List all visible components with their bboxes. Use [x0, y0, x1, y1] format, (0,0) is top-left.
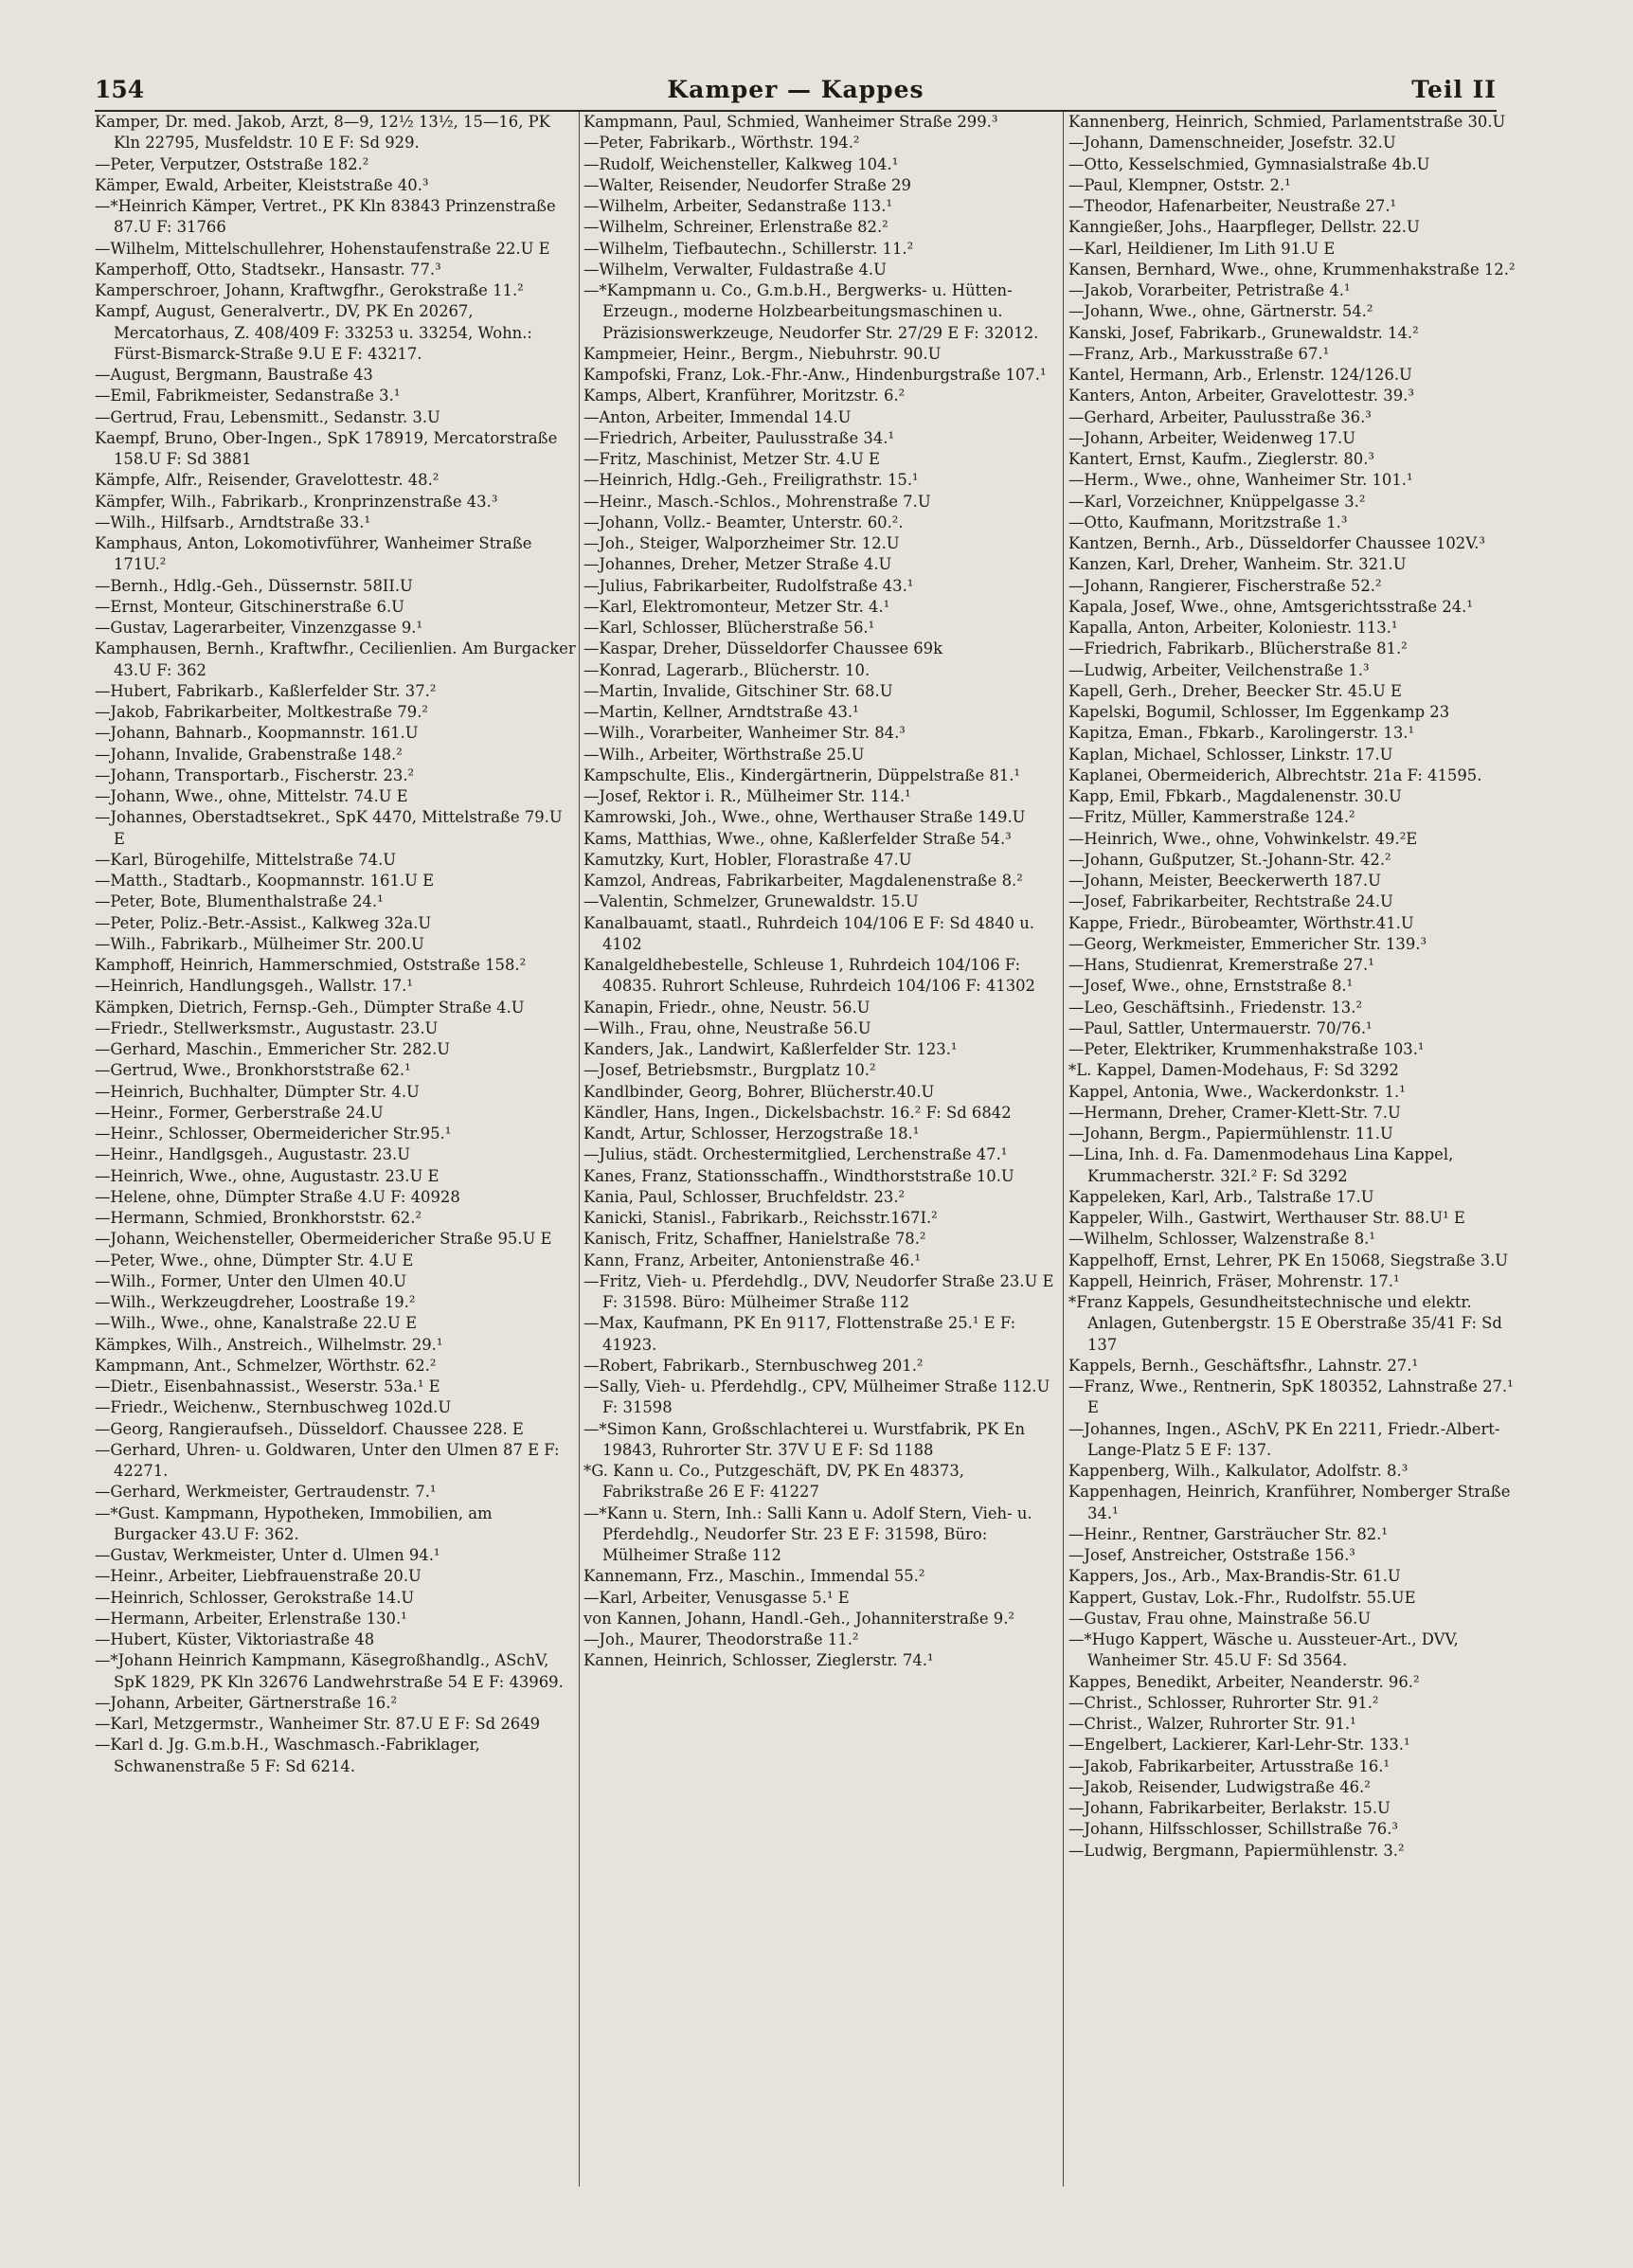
- directory-entry: —Jakob, Fabrikarbeiter, Artusstraße 16.¹: [1068, 1756, 1391, 1775]
- directory-entry: Kanicki, Stanisl., Fabrikarb., Reichsstr.167I.²: [583, 1209, 938, 1227]
- directory-entry: Kämper, Ewald, Arbeiter, Kleiststraße 40.³: [95, 175, 429, 194]
- directory-entry: Kappes, Benedikt, Arbeiter, Neanderstr. 96.²: [1068, 1672, 1420, 1691]
- directory-entry: —Paul, Sattler, Untermauerstr. 70/76.¹: [1068, 1018, 1373, 1037]
- directory-entry: Kams, Matthias, Wwe., ohne, Kaßlerfelder Straße 54.³: [583, 829, 1012, 848]
- directory-entry: Kappell, Heinrich, Fräser, Mohrenstr. 17.¹: [1068, 1271, 1400, 1290]
- directory-entry: —Dietr., Eisenbahnassist., Weserstr. 53a.¹ E: [95, 1377, 440, 1395]
- directory-entry: Kanzen, Karl, Dreher, Wanheim. Str. 321.U: [1068, 555, 1407, 574]
- directory-entry: Kaempf, Bruno, Ober-Ingen., SpK 178919, Mercatorstraße 158.U F: Sd 3881: [95, 428, 558, 468]
- directory-entry: Kamrowski, Joh., Wwe., ohne, Werthauser Straße 149.U: [583, 808, 1026, 827]
- directory-entry: —Wilh., Fabrikarb., Mülheimer Str. 200.U: [95, 934, 424, 953]
- directory-entry: Kanalgeldhebestelle, Schleuse 1, Ruhrdeich 104/106 F: 40835. Ruhrort Schleuse, Ruhrdeich 104/106 F: 41302: [583, 956, 1035, 996]
- directory-entry: Kannen, Heinrich, Schlosser, Zieglerstr. 74.¹: [583, 1651, 934, 1670]
- directory-entry: —Martin, Kellner, Arndtstraße 43.¹: [583, 703, 859, 721]
- directory-entry: —August, Bergmann, Baustraße 43: [95, 366, 373, 384]
- directory-entry: —Ernst, Monteur, Gitschinerstraße 6.U: [95, 597, 404, 616]
- directory-entry: —Helene, ohne, Dümpter Straße 4.U F: 40928: [95, 1187, 460, 1206]
- column-middle: [583, 112, 1057, 2187]
- directory-entry: Kändler, Hans, Ingen., Dickelsbachstr. 16.² F: Sd 6842: [583, 1103, 1012, 1122]
- directory-entry: —Wilh., Frau, ohne, Neustraße 56.U: [583, 1018, 871, 1037]
- directory-entry: Kappelhoff, Ernst, Lehrer, PK En 15068, Siegstraße 3.U: [1068, 1251, 1509, 1269]
- directory-entry: —Wilhelm, Arbeiter, Sedanstraße 113.¹: [583, 197, 893, 215]
- directory-entry: Kämpkes, Wilh., Anstreich., Wilhelmstr. 29.¹: [95, 1335, 443, 1354]
- directory-entry: —Herm., Wwe., ohne, Wanheimer Str. 101.¹: [1068, 471, 1413, 490]
- directory-entry: Kandlbinder, Georg, Bohrer, Blücherstr.40.U: [583, 1082, 935, 1101]
- directory-entry: —Karl d. Jg. G.m.b.H., Waschmasch.-Fabriklager, Schwanenstraße 5 F: Sd 6214.: [95, 1736, 480, 1775]
- directory-entry: —Wilhelm, Tiefbautechn., Schillerstr. 11.²: [583, 239, 914, 258]
- directory-entry: Kaplan, Michael, Schlosser, Linkstr. 17.U: [1068, 745, 1393, 764]
- directory-entry: —Robert, Fabrikarb., Sternbuschweg 201.²: [583, 1356, 924, 1375]
- running-title: Kamper — Kappes: [667, 76, 924, 103]
- directory-entry: —Josef, Wwe., ohne, Ernststraße 8.¹: [1068, 977, 1354, 996]
- directory-entry: —Gustav, Werkmeister, Unter d. Ulmen 94.¹: [95, 1546, 440, 1564]
- directory-entry: —Gertrud, Frau, Lebensmitt., Sedanstr. 3.U: [95, 407, 440, 426]
- directory-entry: —Johann, Transportarb., Fischerstr. 23.²: [95, 765, 415, 784]
- directory-entry: *G. Kann u. Co., Putzgeschäft, DV, PK En 48373, Fabrikstraße 26 E F: 41227: [583, 1462, 964, 1502]
- directory-entry: —Gerhard, Maschin., Emmericher Str. 282.U: [95, 1040, 451, 1058]
- directory-entry: von Kannen, Johann, Handl.-Geh., Johanniterstraße 9.²: [583, 1609, 1015, 1628]
- directory-entry: Kanders, Jak., Landwirt, Kaßlerfelder Str. 123.¹: [583, 1040, 958, 1058]
- directory-entry: —Julius, Fabrikarbeiter, Rudolfstraße 43.¹: [583, 576, 914, 595]
- directory-entry: —Karl, Vorzeichner, Knüppelgasse 3.²: [1068, 492, 1366, 511]
- directory-entry: —Heinr., Schlosser, Obermeidericher Str.95.¹: [95, 1125, 452, 1143]
- directory-entry: Kapala, Josef, Wwe., ohne, Amtsgerichtsstraße 24.¹: [1068, 597, 1473, 616]
- directory-entry: —Wilh., Hilfsarb., Arndtstraße 33.¹: [95, 513, 371, 531]
- directory-entry: —Johann, Fabrikarbeiter, Berlakstr. 15.U: [1068, 1799, 1391, 1817]
- directory-entry: —Franz, Arb., Markusstraße 67.¹: [1068, 344, 1330, 363]
- directory-entry: Kantzen, Bernh., Arb., Düsseldorfer Chaussee 102V.³: [1068, 534, 1485, 552]
- directory-entry: Kanalbauamt, staatl., Ruhrdeich 104/106 E F: Sd 4840 u. 4102: [583, 913, 1035, 953]
- directory-entry: —Josef, Anstreicher, Oststraße 156.³: [1068, 1546, 1355, 1564]
- directory-entry: —Johann, Wwe., ohne, Mittelstr. 74.U E: [95, 787, 408, 805]
- directory-entry: —Fritz, Vieh- u. Pferdehdlg., DVV, Neudorfer Straße 23.U E F: 31598. Büro: Mülheimer Straße 112: [583, 1271, 1054, 1311]
- directory-entry: —Walter, Reisender, Neudorfer Straße 29: [583, 175, 911, 194]
- directory-entry: Kantel, Hermann, Arb., Erlenstr. 124/126.U: [1068, 366, 1412, 384]
- directory-entry: —*Kann u. Stern, Inh.: Salli Kann u. Adolf Stern, Vieh- u. Pferdehdlg., Neudorfer Str. 23 E F: 31598, Büro: Mülheimer Straße 112: [583, 1503, 1032, 1564]
- directory-entry: Kappers, Jos., Arb., Max-Brandis-Str. 61.U: [1068, 1567, 1401, 1586]
- directory-entry: Kappel, Antonia, Wwe., Wackerdonkstr. 1.¹: [1068, 1082, 1406, 1101]
- directory-entry: Kamper, Dr. med. Jakob, Arzt, 8—9, 12½ 13½, 15—16, PK Kln 22795, Musfeldstr. 10 E F: Sd 929.: [95, 113, 550, 153]
- directory-entry: *Franz Kappels, Gesundheitstechnische und elektr. Anlagen, Gutenbergstr. 15 E Oberstraße 35/41 F: Sd 137: [1068, 1293, 1502, 1354]
- directory-entry: —Heinrich, Buchhalter, Dümpter Str. 4.U: [95, 1082, 420, 1101]
- directory-entry: —Gertrud, Wwe., Bronkhorststraße 62.¹: [95, 1061, 411, 1080]
- directory-entry: —Heinr., Masch.-Schlos., Mohrenstraße 7.U: [583, 492, 931, 511]
- directory-entry: —Christ., Schlosser, Ruhrorter Str. 91.²: [1068, 1693, 1379, 1712]
- directory-entry: —Johannes, Ingen., ASchV, PK En 2211, Friedr.-Albert-Lange-Platz 5 E F: 137.: [1068, 1419, 1500, 1459]
- directory-entry: —Fritz, Müller, Kammerstraße 124.²: [1068, 808, 1355, 827]
- directory-entry: —Georg, Rangieraufseh., Düsseldorf. Chaussee 228. E: [95, 1419, 524, 1438]
- directory-entry: —Bernh., Hdlg.-Geh., Düssernstr. 58II.U: [95, 576, 413, 595]
- directory-entry: Kantert, Ernst, Kaufm., Zieglerstr. 80.³: [1068, 450, 1374, 468]
- directory-entry: —*Gust. Kampmann, Hypotheken, Immobilien, am Burgacker 43.U F: 362.: [95, 1503, 493, 1543]
- page-number: 154: [95, 76, 145, 103]
- directory-entry: Kanes, Franz, Stationsschaffn., Windthorststraße 10.U: [583, 1166, 1014, 1185]
- directory-entry: —Wilhelm, Schlosser, Walzenstraße 8.¹: [1068, 1230, 1375, 1249]
- directory-entry: —Heinr., Former, Gerberstraße 24.U: [95, 1103, 384, 1122]
- directory-entry: Kamphausen, Bernh., Kraftwfhr., Cecilienlien. Am Burgacker 43.U F: 362: [95, 639, 576, 679]
- directory-entry: *L. Kappel, Damen-Modehaus, F: Sd 3292: [1068, 1061, 1399, 1080]
- directory-entry: Kapell, Gerh., Dreher, Beecker Str. 45.U E: [1068, 681, 1402, 700]
- directory-entry: —Wilh., Vorarbeiter, Wanheimer Str. 84.³: [583, 724, 906, 743]
- directory-entry: Kamperhoff, Otto, Stadtsekr., Hansastr. 77.³: [95, 260, 441, 279]
- directory-entry: —Hermann, Dreher, Cramer-Klett-Str. 7.U: [1068, 1103, 1401, 1122]
- directory-entry: —Christ., Walzer, Ruhrorter Str. 91.¹: [1068, 1715, 1356, 1733]
- directory-entry: —Peter, Fabrikarb., Wörthstr. 194.²: [583, 134, 860, 153]
- directory-entry: Kannenberg, Heinrich, Schmied, Parlamentstraße 30.U: [1068, 113, 1506, 131]
- directory-entry: —Johann, Vollz.- Beamter, Unterstr. 60.².: [583, 513, 904, 531]
- directory-entry: —*Johann Heinrich Kampmann, Käsegroßhandlg., ASchV, SpK 1829, PK Kln 32676 Landwehrstraße 54 E F: 43969.: [95, 1651, 564, 1691]
- directory-entry: —Joh., Steiger, Walporzheimer Str. 12.U: [583, 534, 900, 552]
- directory-entry: Kappeleken, Karl, Arb., Talstraße 17.U: [1068, 1187, 1374, 1206]
- directory-entry: —Lina, Inh. d. Fa. Damenmodehaus Lina Kappel, Krummacherstr. 32I.² F: Sd 3292: [1068, 1145, 1454, 1185]
- directory-entry: —Heinrich, Schlosser, Gerokstraße 14.U: [95, 1588, 415, 1607]
- directory-entry: —Jakob, Fabrikarbeiter, Moltkestraße 79.²: [95, 703, 428, 721]
- directory-entry: Kämpken, Dietrich, Fernsp.-Geh., Dümpter Straße 4.U: [95, 998, 525, 1017]
- directory-entry: Kampofski, Franz, Lok.-Fhr.-Anw., Hindenburgstraße 107.¹: [583, 366, 1047, 384]
- directory-entry: —Friedrich, Fabrikarb., Blücherstraße 81.²: [1068, 639, 1408, 658]
- directory-entry: —Johann, Arbeiter, Weidenweg 17.U: [1068, 428, 1356, 447]
- directory-entry: —Engelbert, Lackierer, Karl-Lehr-Str. 133.¹: [1068, 1736, 1410, 1755]
- directory-entry: —Rudolf, Weichensteller, Kalkweg 104.¹: [583, 154, 899, 173]
- directory-entry: —Kaspar, Dreher, Düsseldorfer Chaussee 69k: [583, 639, 943, 658]
- directory-entry: —Joh., Maurer, Theodorstraße 11.²: [583, 1630, 859, 1648]
- directory-entry: —Josef, Rektor i. R., Mülheimer Str. 114.¹: [583, 787, 911, 805]
- directory-entry: —Otto, Kaufmann, Moritzstraße 1.³: [1068, 513, 1348, 531]
- column-divider: [1063, 112, 1064, 2187]
- directory-entry: —Wilhelm, Schreiner, Erlenstraße 82.²: [583, 218, 888, 237]
- column-right: [1068, 112, 1519, 2187]
- directory-entry: —Johann, Bergm., Papiermühlenstr. 11.U: [1068, 1125, 1393, 1143]
- directory-entry: Kamps, Albert, Kranführer, Moritzstr. 6.²: [583, 387, 906, 405]
- directory-entry: —Friedr., Weichenw., Sternbuschweg 102d.U: [95, 1398, 452, 1417]
- directory-entry: —Konrad, Lagerarb., Blücherstr. 10.: [583, 660, 870, 679]
- directory-entry: —Johann, Damenschneider, Josefstr. 32.U: [1068, 134, 1396, 153]
- directory-entry: —Theodor, Hafenarbeiter, Neustraße 27.¹: [1068, 197, 1397, 215]
- directory-entry: —Hermann, Arbeiter, Erlenstraße 130.¹: [95, 1609, 407, 1628]
- directory-entry: —Max, Kaufmann, PK En 9117, Flottenstraße 25.¹ E F: 41923.: [583, 1314, 1016, 1354]
- directory-entry: Kappels, Bernh., Geschäftsfhr., Lahnstr. 27.¹: [1068, 1356, 1419, 1375]
- directory-entry: —Heinr., Arbeiter, Liebfrauenstraße 20.U: [95, 1567, 422, 1586]
- directory-entry: —Paul, Klempner, Oststr. 2.¹: [1068, 175, 1291, 194]
- directory-entry: —Matth., Stadtarb., Koopmannstr. 161.U E: [95, 872, 435, 890]
- directory-entry: —Gustav, Frau ohne, Mainstraße 56.U: [1068, 1609, 1372, 1628]
- directory-entry: —Johann, Arbeiter, Gärtnerstraße 16.²: [95, 1693, 398, 1712]
- directory-entry: Kappenhagen, Heinrich, Kranführer, Nomberger Straße 34.¹: [1068, 1483, 1511, 1522]
- directory-entry: Kania, Paul, Schlosser, Bruchfeldstr. 23.²: [583, 1187, 906, 1206]
- directory-entry: —Emil, Fabrikmeister, Sedanstraße 3.¹: [95, 387, 401, 405]
- directory-entry: Kanski, Josef, Fabrikarb., Grunewaldstr. 14.²: [1068, 323, 1419, 342]
- directory-entry: —Peter, Bote, Blumenthalstraße 24.¹: [95, 892, 384, 911]
- directory-entry: Kapelski, Bogumil, Schlosser, Im Eggenkamp 23: [1068, 703, 1450, 721]
- directory-entry: Kämpfe, Alfr., Reisender, Gravelottestr. 48.²: [95, 471, 440, 490]
- directory-entry: —Hubert, Fabrikarb., Kaßlerfelder Str. 37.²: [95, 681, 437, 700]
- directory-entry: Kappert, Gustav, Lok.-Fhr., Rudolfstr. 55.UE: [1068, 1588, 1416, 1607]
- directory-entry: Kämpfer, Wilh., Fabrikarb., Kronprinzenstraße 43.³: [95, 492, 498, 511]
- page-header: [95, 76, 1497, 108]
- directory-entry: —Karl, Elektromonteur, Metzer Str. 4.¹: [583, 597, 890, 616]
- directory-entry: Kaplanei, Obermeiderich, Albrechtstr. 21a F: 41595.: [1068, 765, 1482, 784]
- directory-entry: Kanisch, Fritz, Schaffner, Hanielstraße 78.²: [583, 1230, 926, 1249]
- directory-entry: —Hermann, Schmied, Bronkhorststr. 62.²: [95, 1209, 422, 1227]
- directory-entry: —Heinrich, Wwe., ohne, Augustastr. 23.U E: [95, 1166, 440, 1185]
- directory-entry: Kansen, Bernhard, Wwe., ohne, Krummenhakstraße 12.²: [1068, 260, 1516, 279]
- directory-entry: —Johann, Wwe., ohne, Gärtnerstr. 54.²: [1068, 302, 1373, 321]
- directory-entry: —Hubert, Küster, Viktoriastraße 48: [95, 1630, 375, 1648]
- directory-entry: Kamphoff, Heinrich, Hammerschmied, Oststraße 158.²: [95, 956, 527, 974]
- directory-entry: —Johann, Invalide, Grabenstraße 148.²: [95, 745, 403, 764]
- directory-entry: —Anton, Arbeiter, Immendal 14.U: [583, 407, 852, 426]
- column-divider: [579, 112, 580, 2187]
- directory-entry: —Fritz, Maschinist, Metzer Str. 4.U E: [583, 450, 880, 468]
- directory-entry: —Johann, Weichensteller, Obermeidericher Straße 95.U E: [95, 1230, 552, 1249]
- directory-entry: —Johann, Meister, Beeckerwerth 187.U: [1068, 872, 1381, 890]
- directory-entry: —Friedrich, Arbeiter, Paulusstraße 34.¹: [583, 428, 895, 447]
- directory-entry: —Jakob, Reisender, Ludwigstraße 46.²: [1068, 1777, 1371, 1796]
- directory-entry: Kampschulte, Elis., Kindergärtnerin, Düppelstraße 81.¹: [583, 765, 1020, 784]
- directory-entry: —Heinr., Rentner, Garsträucher Str. 82.¹: [1068, 1524, 1388, 1543]
- directory-entry: Kamzol, Andreas, Fabrikarbeiter, Magdalenenstraße 8.²: [583, 872, 1023, 890]
- directory-entry: —Gerhard, Werkmeister, Gertraudenstr. 7.¹: [95, 1483, 437, 1502]
- directory-entry: Kampmeier, Heinr., Bergm., Niebuhrstr. 90.U: [583, 344, 942, 363]
- directory-entry: —Karl, Heildiener, Im Lith 91.U E: [1068, 239, 1336, 258]
- directory-entry: —Peter, Wwe., ohne, Dümpter Str. 4.U E: [95, 1251, 414, 1269]
- directory-entry: —Sally, Vieh- u. Pferdehdlg., CPV, Mülheimer Straße 112.U F: 31598: [583, 1377, 1050, 1417]
- directory-entry: Kannemann, Frz., Maschin., Immendal 55.²: [583, 1567, 925, 1586]
- directory-entry: —Johann, Bahnarb., Koopmannstr. 161.U: [95, 724, 419, 743]
- directory-entry: —Wilh., Former, Unter den Ulmen 40.U: [95, 1271, 407, 1290]
- directory-entry: Kamphaus, Anton, Lokomotivführer, Wanheimer Straße 171U.²: [95, 534, 532, 574]
- directory-entry: —Peter, Poliz.-Betr.-Assist., Kalkweg 32a.U: [95, 913, 432, 932]
- directory-entry: —Johannes, Dreher, Metzer Straße 4.U: [583, 555, 892, 574]
- directory-entry: —Valentin, Schmelzer, Grunewaldstr. 15.U: [583, 892, 919, 911]
- directory-entry: —Karl, Arbeiter, Venusgasse 5.¹ E: [583, 1588, 850, 1607]
- directory-entry: —Leo, Geschäftsinh., Friedenstr. 13.²: [1068, 998, 1363, 1017]
- directory-entry: Kampmann, Ant., Schmelzer, Wörthstr. 62.²: [95, 1356, 437, 1375]
- directory-entry: Kappeler, Wilh., Gastwirt, Werthauser Str. 88.U¹ E: [1068, 1209, 1465, 1227]
- directory-entry: —Gerhard, Uhren- u. Goldwaren, Unter den Ulmen 87 E F: 42271.: [95, 1440, 560, 1480]
- directory-entry: Kanapin, Friedr., ohne, Neustr. 56.U: [583, 998, 870, 1017]
- directory-entry: —Ludwig, Bergmann, Papiermühlenstr. 3.²: [1068, 1841, 1405, 1860]
- directory-entry: Kamperschroer, Johann, Kraftwgfhr., Gerokstraße 11.²: [95, 281, 524, 299]
- directory-entry: —Peter, Verputzer, Oststraße 182.²: [95, 154, 369, 173]
- directory-entry: —Heinrich, Handlungsgeh., Wallstr. 17.¹: [95, 977, 413, 996]
- directory-entry: —Wilhelm, Verwalter, Fuldastraße 4.U: [583, 260, 887, 279]
- directory-entry: Kanters, Anton, Arbeiter, Gravelottestr. 39.³: [1068, 387, 1414, 405]
- directory-entry: —Wilh., Arbeiter, Wörthstraße 25.U: [583, 745, 865, 764]
- directory-entry: —Wilhelm, Mittelschullehrer, Hohenstaufenstraße 22.U E: [95, 239, 550, 258]
- directory-entry: —Johann, Rangierer, Fischerstraße 52.²: [1068, 576, 1382, 595]
- directory-entry: —Martin, Invalide, Gitschiner Str. 68.U: [583, 681, 893, 700]
- directory-entry: Kappe, Friedr., Bürobeamter, Wörthstr.41.U: [1068, 913, 1414, 932]
- directory-entry: Kampmann, Paul, Schmied, Wanheimer Straße 299.³: [583, 113, 998, 131]
- part-label: Teil II: [1411, 76, 1497, 103]
- directory-entry: —Karl, Schlosser, Blücherstraße 56.¹: [583, 619, 875, 637]
- directory-entry: —Johann, Gußputzer, St.-Johann-Str. 42.²: [1068, 850, 1391, 869]
- directory-entry: Kanngießer, Johs., Haarpfleger, Dellstr. 22.U: [1068, 218, 1420, 237]
- directory-entry: Kapp, Emil, Fbkarb., Magdalenenstr. 30.U: [1068, 787, 1402, 805]
- directory-entry: —Karl, Bürogehilfe, Mittelstraße 74.U: [95, 850, 397, 869]
- directory-entry: —Jakob, Vorarbeiter, Petristraße 4.¹: [1068, 281, 1351, 299]
- directory-entry: —Julius, städt. Orchestermitglied, Lerchenstraße 47.¹: [583, 1145, 1008, 1164]
- directory-entry: —Johann, Hilfsschlosser, Schillstraße 76.³: [1068, 1820, 1398, 1839]
- directory-entry: —Heinr., Handlgsgeh., Augustastr. 23.U: [95, 1145, 411, 1164]
- directory-entry: —Georg, Werkmeister, Emmericher Str. 139.³: [1068, 934, 1427, 953]
- directory-entry: —*Hugo Kappert, Wäsche u. Aussteuer-Art., DVV, Wanheimer Str. 45.U F: Sd 3564.: [1068, 1630, 1459, 1670]
- directory-entry: —*Kampmann u. Co., G.m.b.H., Bergwerks- u. Hütten-Erzeugn., moderne Holzbearbeitungsmaschinen u. Präzisionswerkzeuge, Neudorfer Str. 27/29 E F: 32012.: [583, 281, 1039, 342]
- directory-entry: Kappenberg, Wilh., Kalkulator, Adolfstr. 8.³: [1068, 1462, 1409, 1480]
- directory-entry: —Wilh., Wwe., ohne, Kanalstraße 22.U E: [95, 1314, 418, 1333]
- directory-entry: —Franz, Wwe., Rentnerin, SpK 180352, Lahnstraße 27.¹ E: [1068, 1377, 1514, 1417]
- directory-entry: —Otto, Kesselschmied, Gymnasialstraße 4b.U: [1068, 154, 1430, 173]
- directory-entry: —Peter, Elektriker, Krummenhakstraße 103.¹: [1068, 1040, 1425, 1058]
- directory-entry: —*Heinrich Kämper, Vertret., PK Kln 83843 Prinzenstraße 87.U F: 31766: [95, 197, 556, 237]
- directory-entry: —Josef, Fabrikarbeiter, Rechtstraße 24.U: [1068, 892, 1393, 911]
- directory-entry: Kandt, Artur, Schlosser, Herzogstraße 18.¹: [583, 1125, 920, 1143]
- directory-entry: —Gustav, Lagerarbeiter, Vinzenzgasse 9.¹: [95, 619, 423, 637]
- directory-entry: —*Simon Kann, Großschlachterei u. Wurstfabrik, PK En 19843, Ruhrorter Str. 37V U E F: Sd 1188: [583, 1419, 1026, 1459]
- directory-entry: —Hans, Studienrat, Kremerstraße 27.¹: [1068, 956, 1374, 974]
- directory-entry: —Wilh., Werkzeugdreher, Loostraße 19.²: [95, 1293, 416, 1311]
- directory-entry: —Karl, Metzgermstr., Wanheimer Str. 87.U E F: Sd 2649: [95, 1715, 541, 1733]
- directory-entry: —Heinrich, Wwe., ohne, Vohwinkelstr. 49.²E: [1068, 829, 1418, 848]
- directory-entry: —Ludwig, Arbeiter, Veilchenstraße 1.³: [1068, 660, 1370, 679]
- directory-entry: —Heinrich, Hdlg.-Geh., Freiligrathstr. 15.¹: [583, 471, 919, 490]
- column-left: [95, 112, 576, 2187]
- directory-entry: —Josef, Betriebsmstr., Burgplatz 10.²: [583, 1061, 876, 1080]
- directory-entry: —Gerhard, Arbeiter, Paulusstraße 36.³: [1068, 407, 1372, 426]
- directory-entry: Kapitza, Eman., Fbkarb., Karolingerstr. 13.¹: [1068, 724, 1415, 743]
- directory-entry: Kann, Franz, Arbeiter, Antonienstraße 46.¹: [583, 1251, 921, 1269]
- directory-entry: —Johannes, Oberstadtsekret., SpK 4470, Mittelstraße 79.U E: [95, 808, 563, 848]
- directory-entry: Kampf, August, Generalvertr., DV, PK En 20267, Mercatorhaus, Z. 408/409 F: 33253 u. 33254, Wohn.: Fürst-Bismarck-Straße 9.U E F: 43217.: [95, 302, 532, 363]
- directory-entry: Kapalla, Anton, Arbeiter, Koloniestr. 113.¹: [1068, 619, 1398, 637]
- directory-entry: —Friedr., Stellwerksmstr., Augustastr. 23.U: [95, 1018, 439, 1037]
- directory-entry: Kamutzky, Kurt, Hobler, Florastraße 47.U: [583, 850, 912, 869]
